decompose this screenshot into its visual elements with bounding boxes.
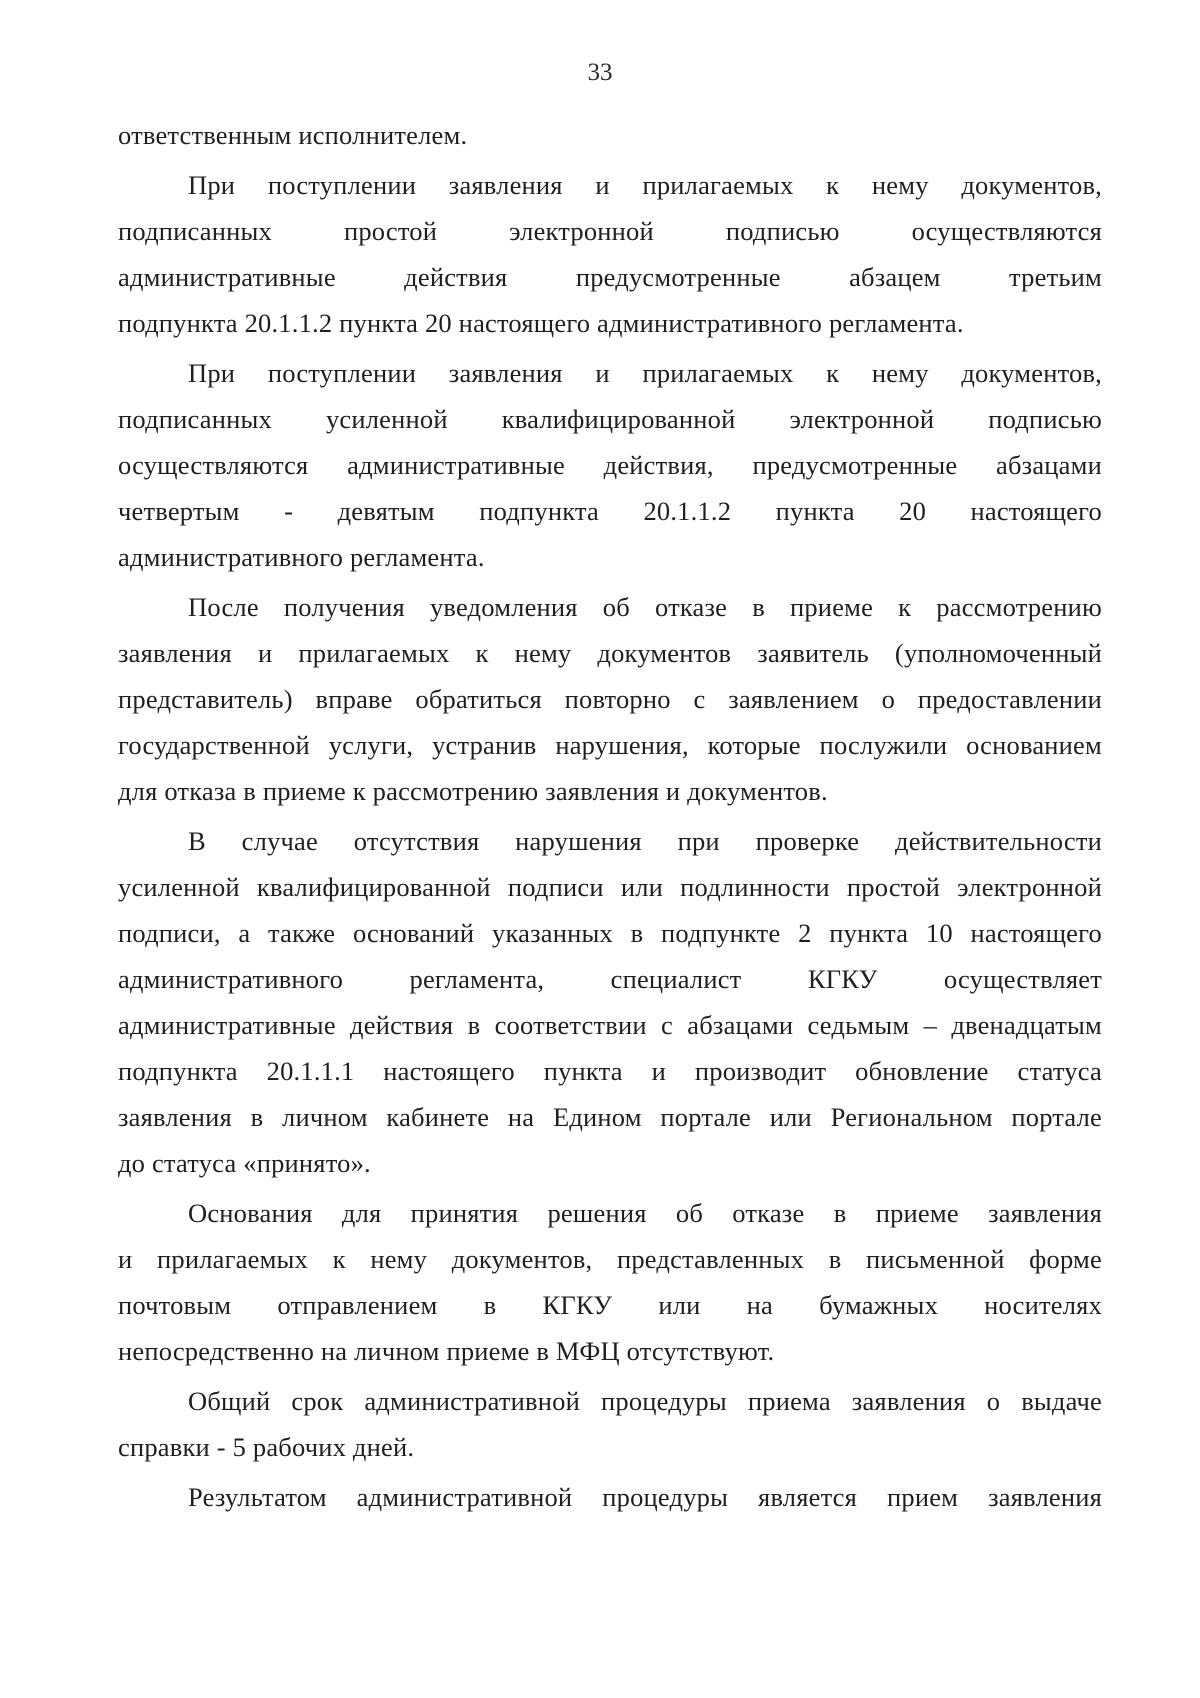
- text-line: подписанных усиленной квалифицированной электронной подписью: [118, 404, 1102, 434]
- text-line: заявления и прилагаемых к нему документов заявитель (уполномоченный: [118, 638, 1102, 668]
- text-line: При поступлении заявления и прилагаемых к нему документов,: [188, 170, 1102, 200]
- paragraph: [118, 350, 1102, 580]
- text-line: В случае отсутствия нарушения при проверке действительности: [188, 826, 1102, 856]
- text-line: ответственным исполнителем.: [118, 120, 468, 150]
- text-line: справки - 5 рабочих дней.: [118, 1432, 415, 1462]
- text-line: осуществляются административные действия, предусмотренные абзацами: [118, 450, 1102, 480]
- text-line: подпункта 20.1.1.1 настоящего пункта и производит обновление статуса: [118, 1056, 1102, 1086]
- text-line: четвертым - девятым подпункта 20.1.1.2 пункта 20 настоящего: [118, 496, 1102, 526]
- paragraph: [118, 112, 1102, 158]
- text-line: административного регламента, специалист КГКУ осуществляет: [118, 964, 1102, 994]
- text-line: и прилагаемых к нему документов, представленных в письменной форме: [118, 1244, 1102, 1274]
- document-body: [118, 112, 1102, 1524]
- text-line: административные действия предусмотренные абзацем третьим: [118, 262, 1102, 292]
- text-line: подпункта 20.1.1.2 пункта 20 настоящего административного регламента.: [118, 308, 964, 338]
- paragraph: [118, 818, 1102, 1186]
- text-line: подписанных простой электронной подписью осуществляются: [118, 216, 1102, 246]
- text-line: административного регламента.: [118, 542, 485, 572]
- text-line: Общий срок административной процедуры приема заявления о выдаче: [188, 1386, 1102, 1416]
- paragraph: [118, 584, 1102, 814]
- text-line: административные действия в соответствии с абзацами седьмым – двенадцатым: [118, 1010, 1102, 1040]
- text-line: представитель) вправе обратиться повторно с заявлением о предоставлении: [118, 684, 1102, 714]
- text-line: заявления в личном кабинете на Едином портале или Региональном портале: [118, 1102, 1102, 1132]
- paragraph: [118, 1190, 1102, 1374]
- paragraph: [118, 1474, 1102, 1520]
- text-line: до статуса «принято».: [118, 1148, 371, 1178]
- text-line: После получения уведомления об отказе в приеме к рассмотрению: [188, 592, 1102, 622]
- text-line: непосредственно на личном приеме в МФЦ отсутствуют.: [118, 1336, 775, 1366]
- paragraph: [118, 162, 1102, 346]
- text-line: усиленной квалифицированной подписи или подлинности простой электронной: [118, 872, 1102, 902]
- text-line: Результатом административной процедуры является прием заявления: [188, 1482, 1102, 1512]
- text-line: государственной услуги, устранив нарушения, которые послужили основанием: [118, 730, 1102, 760]
- text-line: для отказа в приеме к рассмотрению заявления и документов.: [118, 776, 828, 806]
- paragraph: [118, 1378, 1102, 1470]
- text-line: Основания для принятия решения об отказе в приеме заявления: [188, 1198, 1102, 1228]
- text-line: почтовым отправлением в КГКУ или на бумажных носителях: [118, 1290, 1102, 1320]
- text-line: При поступлении заявления и прилагаемых к нему документов,: [188, 358, 1102, 388]
- text-line: подписи, а также оснований указанных в подпункте 2 пункта 10 настоящего: [118, 918, 1102, 948]
- page-number: 33: [587, 59, 613, 86]
